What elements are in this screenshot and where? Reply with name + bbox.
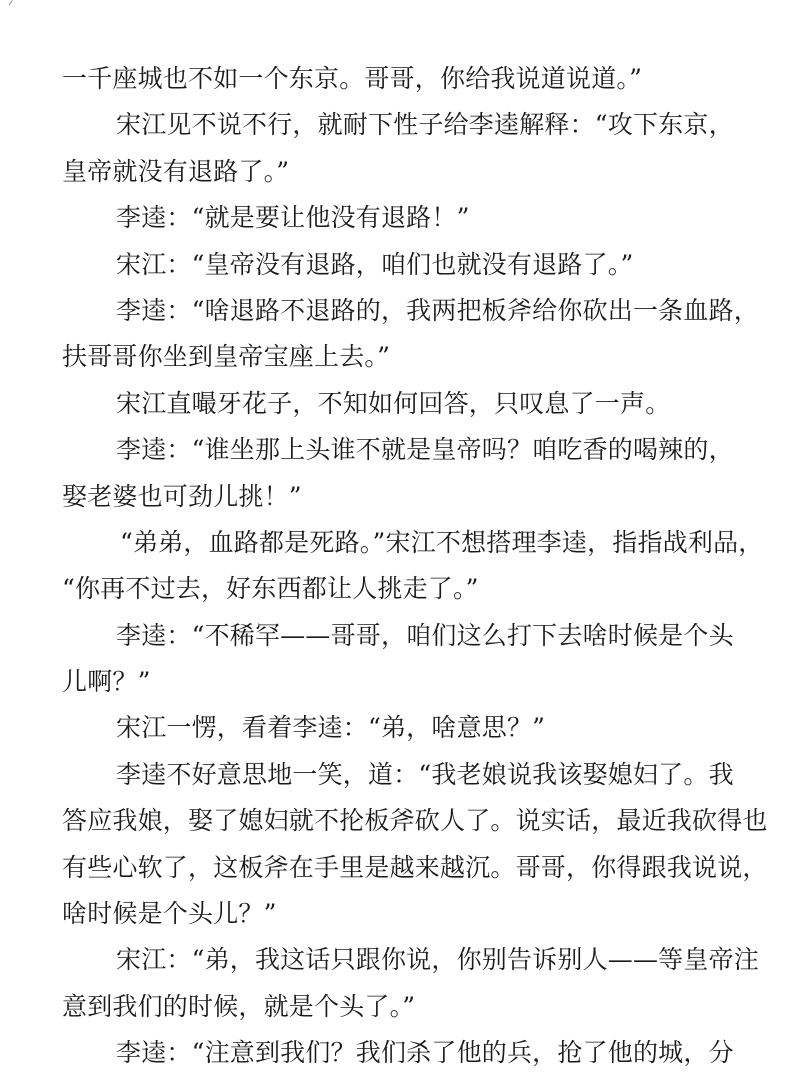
text-line: “弟弟，血路都是死路。”宋江不想搭理李逵，指指战利品， [120,527,764,557]
text-line: 李逵：“谁坐那上头谁不就是皇帝吗？咱吃香的喝辣的， [116,435,734,465]
text-line: 一千座城也不如一个东京。哥哥，你给我说道说道。” [62,64,643,93]
text-line: 李逵：“就是要让他没有退路！” [116,203,470,233]
text-line: 啥时候是个头儿？” [62,899,277,929]
text-line: 李逵：“啥退路不退路的，我两把板斧给你砍出一条血路， [116,295,759,325]
text-line: 扶哥哥你坐到皇帝宝座上去。” [62,342,391,372]
text-line: 有些心软了，这板斧在手里是越来越沉。哥哥，你得跟我说说， [62,852,768,882]
text-line: 宋江一愣，看着李逵：“弟，啥意思？” [116,713,546,743]
text-line: 李逵：“不稀罕——哥哥，咱们这么打下去啥时候是个头 [116,620,734,650]
text-line: 李逵：“注意到我们？我们杀了他的兵，抢了他的城，分 [116,1038,734,1068]
text-line: “你再不过去，好东西都让人挑走了。” [62,574,479,604]
text-line: 答应我娘，娶了媳妇就不抡板斧砍人了。说实话，最近我砍得也 [62,806,768,836]
text-line: 宋江见不说不行，就耐下性子给李逵解释：“攻下东京， [116,110,734,140]
page-text-block [62,56,768,1077]
text-line: 娶老婆也可劲儿挑！” [62,481,302,511]
text-line: 意到我们的时候，就是个头了。” [62,991,416,1021]
text-line: 宋江：“皇帝没有退路，咱们也就没有退路了。” [116,249,634,279]
text-line: 宋江直嘬牙花子，不知如何回答，只叹息了一声。 [116,388,671,418]
text-line: 宋江：“弟，我这话只跟你说，你别告诉别人——等皇帝注 [116,945,759,975]
text-line: 儿啊？” [62,667,151,697]
text-line: 李逵不好意思地一笑，道：“我老娘说我该娶媳妇了。我 [116,759,734,789]
text-line: 皇帝就没有退路了。” [62,156,290,186]
scan-corner-mark [9,0,18,9]
